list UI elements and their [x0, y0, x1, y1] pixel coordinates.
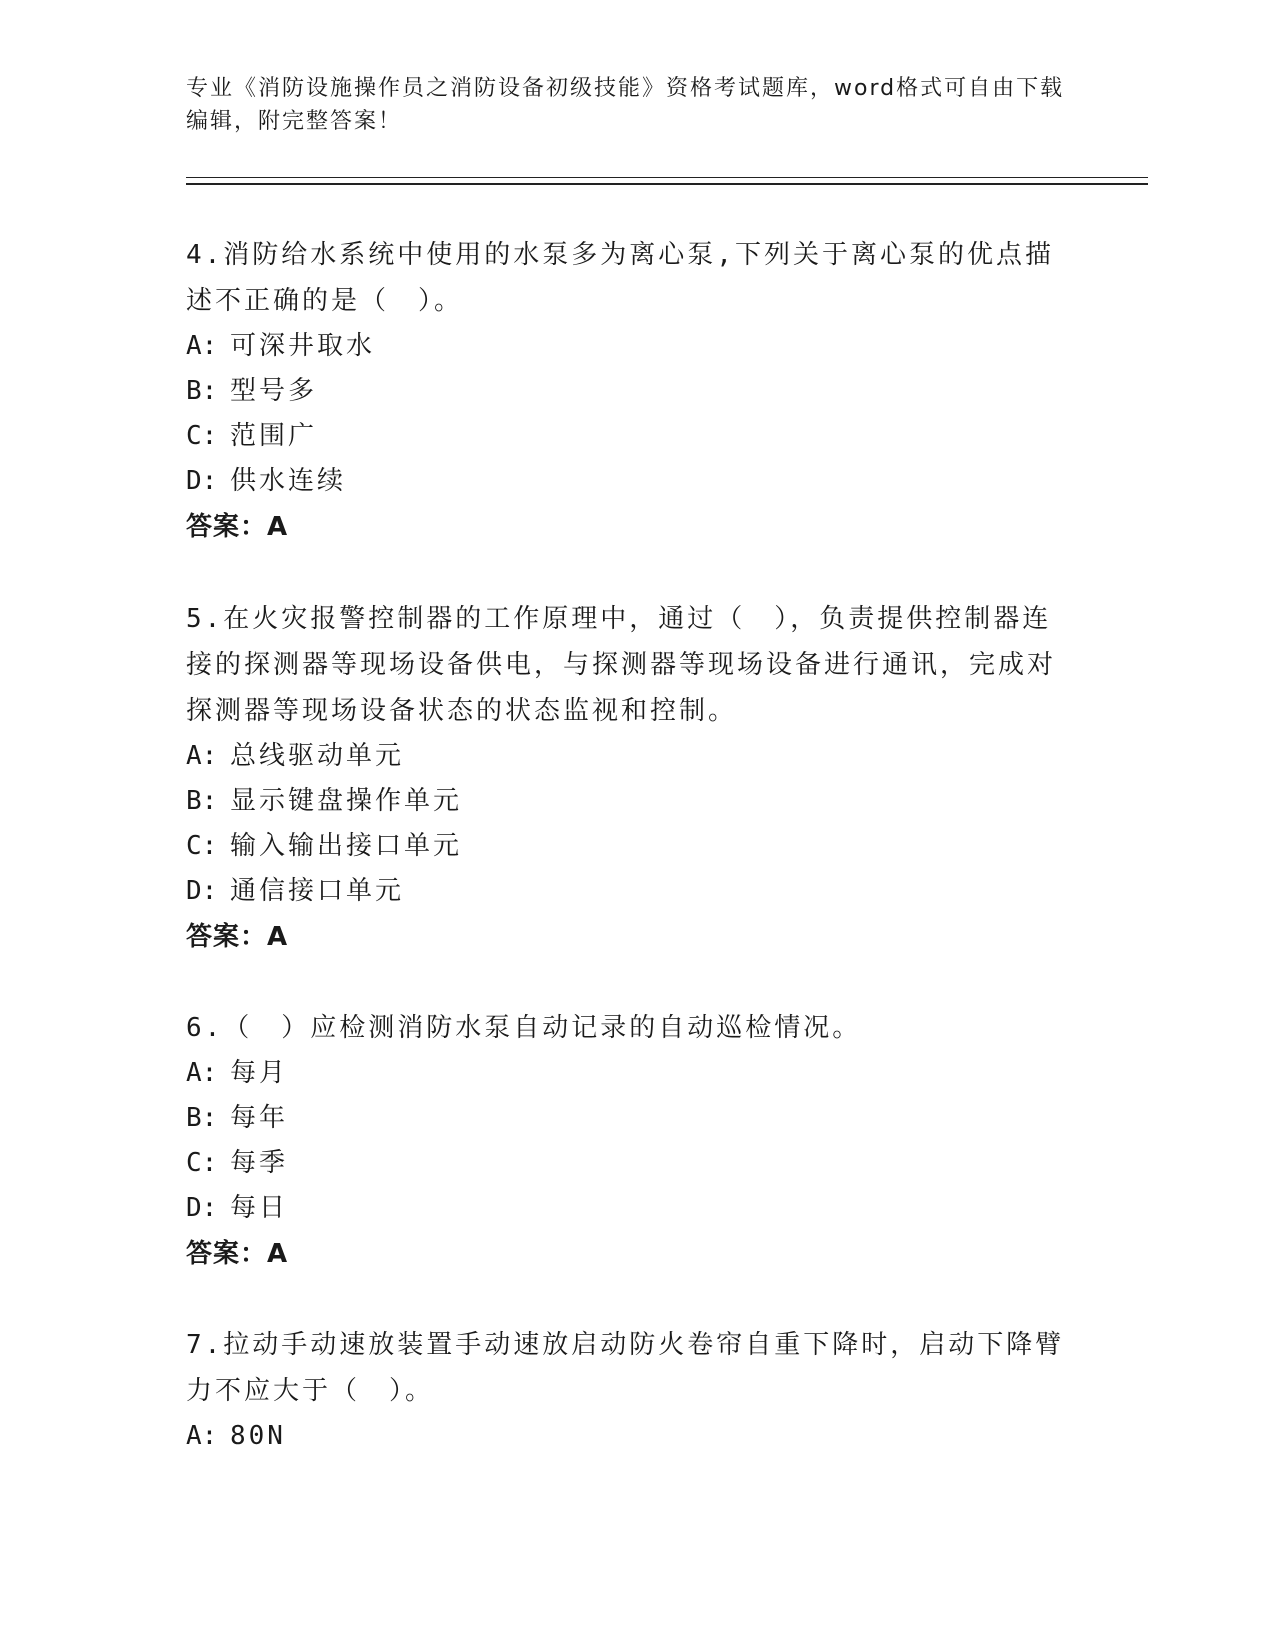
question-6 — [186, 1005, 1066, 1277]
option-text: 每日 — [230, 1193, 289, 1223]
option-text: 通信接口单元 — [230, 876, 405, 906]
option-c — [186, 824, 1066, 869]
option-b — [186, 369, 1066, 414]
option-key: A: — [186, 1421, 218, 1451]
header-divider-thick — [186, 183, 1148, 185]
option-a — [186, 324, 1066, 369]
option-d — [186, 869, 1066, 914]
option-a — [186, 734, 1066, 779]
option-key: D: — [186, 1193, 218, 1223]
option-c — [186, 414, 1066, 459]
option-text: 每月 — [230, 1058, 289, 1088]
answer: 答案：A — [186, 922, 289, 952]
option-text: 显示键盘操作单元 — [230, 786, 463, 816]
question-stem: 6.（ ）应检测消防水泵自动记录的自动巡检情况。 — [186, 1013, 862, 1043]
option-text: 输入输出接口单元 — [230, 831, 463, 861]
option-key: D: — [186, 466, 218, 496]
answer: 答案：A — [186, 512, 289, 542]
option-a — [186, 1051, 1066, 1096]
question-stem: 4.消防给水系统中使用的水泵多为离心泵,下列关于离心泵的优点描述不正确的是（ ）。 — [186, 240, 1054, 316]
question-4 — [186, 232, 1066, 550]
option-a — [186, 1414, 1066, 1459]
question-stem: 5.在火灾报警控制器的工作原理中，通过（ ），负责提供控制器连接的探测器等现场设备供电，与探测器等现场设备进行通讯，完成对探测器等现场设备状态的状态监视和控制。 — [186, 604, 1057, 726]
option-text: 供水连续 — [230, 466, 347, 496]
option-key: C: — [186, 421, 218, 451]
option-key: A: — [186, 1058, 218, 1088]
option-text: 总线驱动单元 — [230, 741, 405, 771]
option-d — [186, 1186, 1066, 1231]
option-key: A: — [186, 331, 218, 361]
option-key: C: — [186, 831, 218, 861]
question-7 — [186, 1322, 1066, 1459]
option-key: B: — [186, 1103, 218, 1133]
option-text: 每季 — [230, 1148, 289, 1178]
option-text: 可深井取水 — [230, 331, 376, 361]
option-b — [186, 779, 1066, 824]
option-text: 范围广 — [230, 421, 318, 451]
option-key: A: — [186, 741, 218, 771]
option-text: 每年 — [230, 1103, 289, 1133]
answer: 答案：A — [186, 1239, 289, 1269]
option-key: D: — [186, 876, 218, 906]
option-c — [186, 1141, 1066, 1186]
option-text: 80N — [230, 1421, 286, 1451]
question-5 — [186, 596, 1066, 960]
header-divider-thin — [186, 177, 1148, 178]
option-b — [186, 1096, 1066, 1141]
option-d — [186, 459, 1066, 504]
option-key: B: — [186, 786, 218, 816]
option-key: C: — [186, 1148, 218, 1178]
option-text: 型号多 — [230, 376, 318, 406]
document-header: 专业《消防设施操作员之消防设备初级技能》资格考试题库，word格式可自由下载编辑，附完整答案！ — [186, 76, 1065, 134]
question-stem: 7.拉动手动速放装置手动速放启动防火卷帘自重下降时，启动下降臂力不应大于（ ）。 — [186, 1330, 1065, 1406]
option-key: B: — [186, 376, 218, 406]
